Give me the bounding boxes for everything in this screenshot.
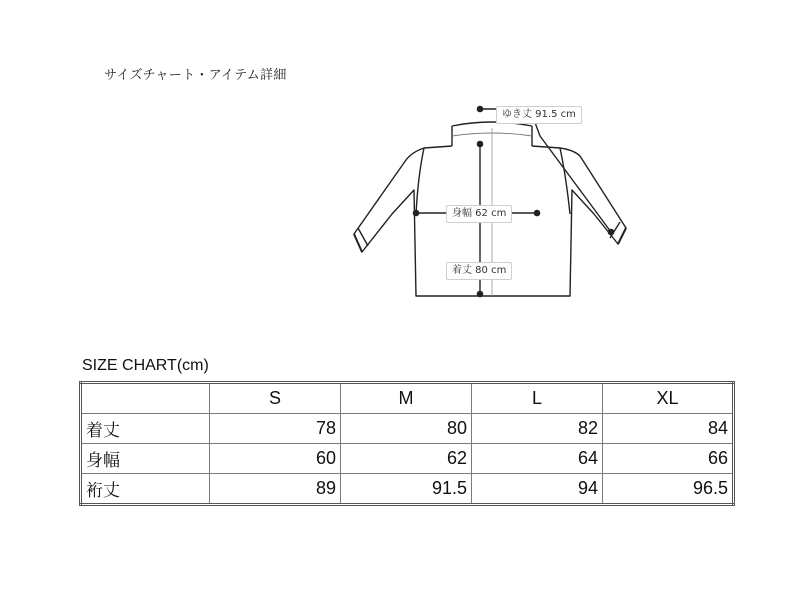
size-header-s: S	[210, 383, 341, 414]
cell-width-xl: 66	[603, 444, 734, 474]
row-label-sleeve: 裄丈	[81, 474, 210, 505]
size-chart-title: SIZE CHART(cm)	[82, 357, 209, 374]
sleeve-length-label: ゆき丈 91.5 cm	[496, 106, 582, 124]
table-row	[81, 414, 734, 444]
cell-sleeve-s: 89	[210, 474, 341, 505]
length-top-marker	[477, 141, 482, 146]
size-header-xl: XL	[603, 383, 734, 414]
cell-width-l: 64	[472, 444, 603, 474]
width-right-marker	[534, 210, 539, 215]
width-left-marker	[413, 210, 418, 215]
table-row	[81, 444, 734, 474]
row-label-length: 着丈	[81, 414, 210, 444]
cell-length-xl: 84	[603, 414, 734, 444]
cell-length-s: 78	[210, 414, 341, 444]
body-length-label: 着丈 80 cm	[446, 262, 512, 280]
sleeve-start-marker	[477, 106, 482, 111]
length-bottom-marker	[477, 291, 482, 296]
jacket-measurement-diagram	[340, 96, 630, 306]
table-row	[81, 474, 734, 505]
size-header-l: L	[472, 383, 603, 414]
sleeve-measure-line	[540, 136, 611, 232]
cell-sleeve-l: 94	[472, 474, 603, 505]
cell-sleeve-m: 91.5	[341, 474, 472, 505]
size-header-row	[81, 383, 734, 414]
sleeve-end-marker	[608, 229, 613, 234]
chest-width-label: 身幅 62 cm	[446, 205, 512, 223]
cell-length-m: 80	[341, 414, 472, 444]
size-chart-table	[79, 381, 735, 506]
cell-length-l: 82	[472, 414, 603, 444]
page-heading: サイズチャート・アイテム詳細	[104, 68, 287, 83]
size-header-corner	[81, 383, 210, 414]
row-label-width: 身幅	[81, 444, 210, 474]
cell-width-m: 62	[341, 444, 472, 474]
cell-width-s: 60	[210, 444, 341, 474]
cell-sleeve-xl: 96.5	[603, 474, 734, 505]
size-header-m: M	[341, 383, 472, 414]
